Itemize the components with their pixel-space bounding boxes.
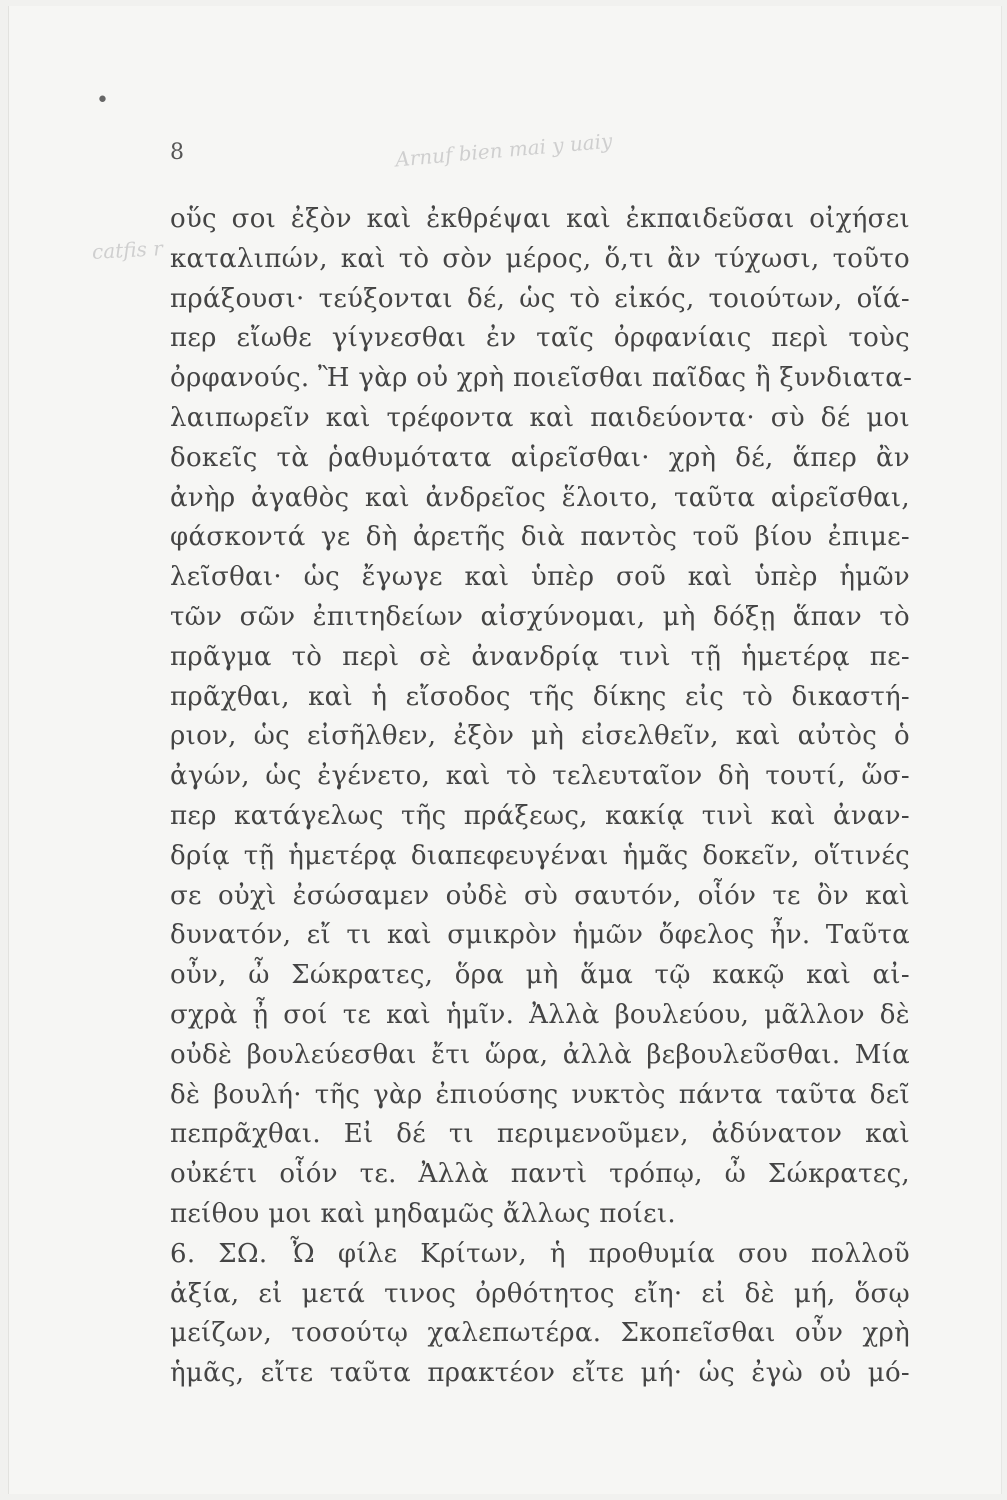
text-line: φάσκοντά γε δὴ ἀρετῆς διὰ παντὸς τοῦ βίου ἐπιμε- [170, 522, 910, 553]
text-line: δὲ βουλή· τῆς γὰρ ἐπιούσης νυκτὸς πάντα ταῦτα δεῖ [170, 1079, 910, 1110]
text-line: σε οὐχὶ ἐσώσαμεν οὐδὲ σὺ σαυτόν, οἷόν τε ὂν καὶ [170, 880, 910, 911]
page-number: 8 [170, 140, 184, 165]
text-line: ἀξία, εἰ μετά τινος ὀρθότητος εἴη· εἰ δὲ μή, ὅσῳ [170, 1278, 910, 1309]
text-line: οὐκέτι οἷόν τε. Ἀλλὰ παντὶ τρόπῳ, ὦ Σώκρατες, [170, 1159, 910, 1190]
text-line: 6. ΣΩ. Ὦ φίλε Κρίτων, ἡ προθυμία σου πολλοῦ [170, 1238, 910, 1269]
text-line: περ κατάγελως τῆς πράξεως, κακίᾳ τινὶ καὶ ἀναν- [170, 800, 910, 831]
text-line: περ εἴωθε γίγνεσθαι ἐν ταῖς ὀρφανίαις περὶ τοὺς [170, 323, 910, 354]
text-line: οὖν, ὦ Σώκρατες, ὅρα μὴ ἅμα τῷ κακῷ καὶ αἰ- [170, 960, 910, 991]
text-line: ριον, ὡς εἰσῆλθεν, ἐξὸν μὴ εἰσελθεῖν, καὶ αὐτὸς ὁ [170, 721, 910, 752]
text-line: ὀρφανούς. Ἢ γὰρ οὐ χρὴ ποιεῖσθαι παῖδας ἢ ξυνδιατα- [170, 363, 913, 394]
text-line: δυνατόν, εἴ τι καὶ σμικρὸν ἡμῶν ὄφελος ἦν. Ταῦτα [170, 920, 910, 951]
page-mark: • [96, 88, 109, 113]
text-line: λαιπωρεῖν καὶ τρέφοντα καὶ παιδεύοντα· σὺ δέ μοι [170, 402, 910, 433]
text-line: μείζων, τοσούτῳ χαλεπωτέρα. Σκοπεῖσθαι οὖν χρὴ [170, 1318, 910, 1349]
text-line: οὕς σοι ἐξὸν καὶ ἐκθρέψαι καὶ ἐκπαιδεῦσαι οἰχήσει [170, 204, 910, 234]
text-line: λεῖσθαι· ὡς ἔγωγε καὶ ὑπὲρ σοῦ καὶ ὑπὲρ ἡμῶν [170, 562, 910, 593]
text-line: δρίᾳ τῇ ἡμετέρᾳ διαπεφευγέναι ἡμᾶς δοκεῖν, οἵτινές [170, 840, 910, 871]
text-line: πείθου μοι καὶ μηδαμῶς ἄλλως ποίει. [170, 1198, 676, 1229]
text-line: ἀνὴρ ἀγαθὸς καὶ ἀνδρεῖος ἕλοιτο, ταῦτα αἱρεῖσθαι, [170, 482, 910, 513]
text-line: πρᾶγμα τὸ περὶ σὲ ἀνανδρίᾳ τινὶ τῇ ἡμετέρᾳ πε- [170, 641, 910, 672]
text-line: ἀγών, ὡς ἐγένετο, καὶ τὸ τελευταῖον δὴ τουτί, ὥσ- [170, 761, 910, 792]
text-line: ἡμᾶς, εἴτε ταῦτα πρακτέον εἴτε μή· ὡς ἐγὼ οὐ μό- [170, 1358, 910, 1389]
text-body [170, 200, 913, 1394]
text-line: πρᾶχθαι, καὶ ἡ εἴσοδος τῆς δίκης εἰς τὸ δικαστή- [170, 681, 910, 712]
text-line: οὐδὲ βουλεύεσθαι ἔτι ὥρα, ἀλλὰ βεβουλεῦσθαι. Μία [170, 1039, 910, 1070]
handwritten-annotation-top: Arnuf bien mai y uaiy [394, 128, 614, 172]
text-line: καταλιπών, καὶ τὸ σὸν μέρος, ὅ,τι ἂν τύχωσι, τοῦτο [170, 243, 910, 274]
text-line: τῶν σῶν ἐπιτηδείων αἰσχύνομαι, μὴ δόξῃ ἅπαν τὸ [170, 601, 910, 632]
text-line: δοκεῖς τὰ ῥαθυμότατα αἱρεῖσθαι· χρὴ δέ, ἅπερ ἂν [170, 442, 910, 473]
text-line: πεπρᾶχθαι. Εἰ δέ τι περιμενοῦμεν, ἀδύνατον καὶ [170, 1119, 910, 1150]
handwritten-annotation-left: catfis r [91, 236, 164, 264]
text-line: σχρὰ ᾖ σοί τε καὶ ἡμῖν. Ἀλλὰ βουλεύου, μᾶλλον δὲ [170, 999, 910, 1030]
text-line: πράξουσι· τεύξονται δέ, ὡς τὸ εἰκός, τοιούτων, οἵά- [170, 283, 910, 314]
